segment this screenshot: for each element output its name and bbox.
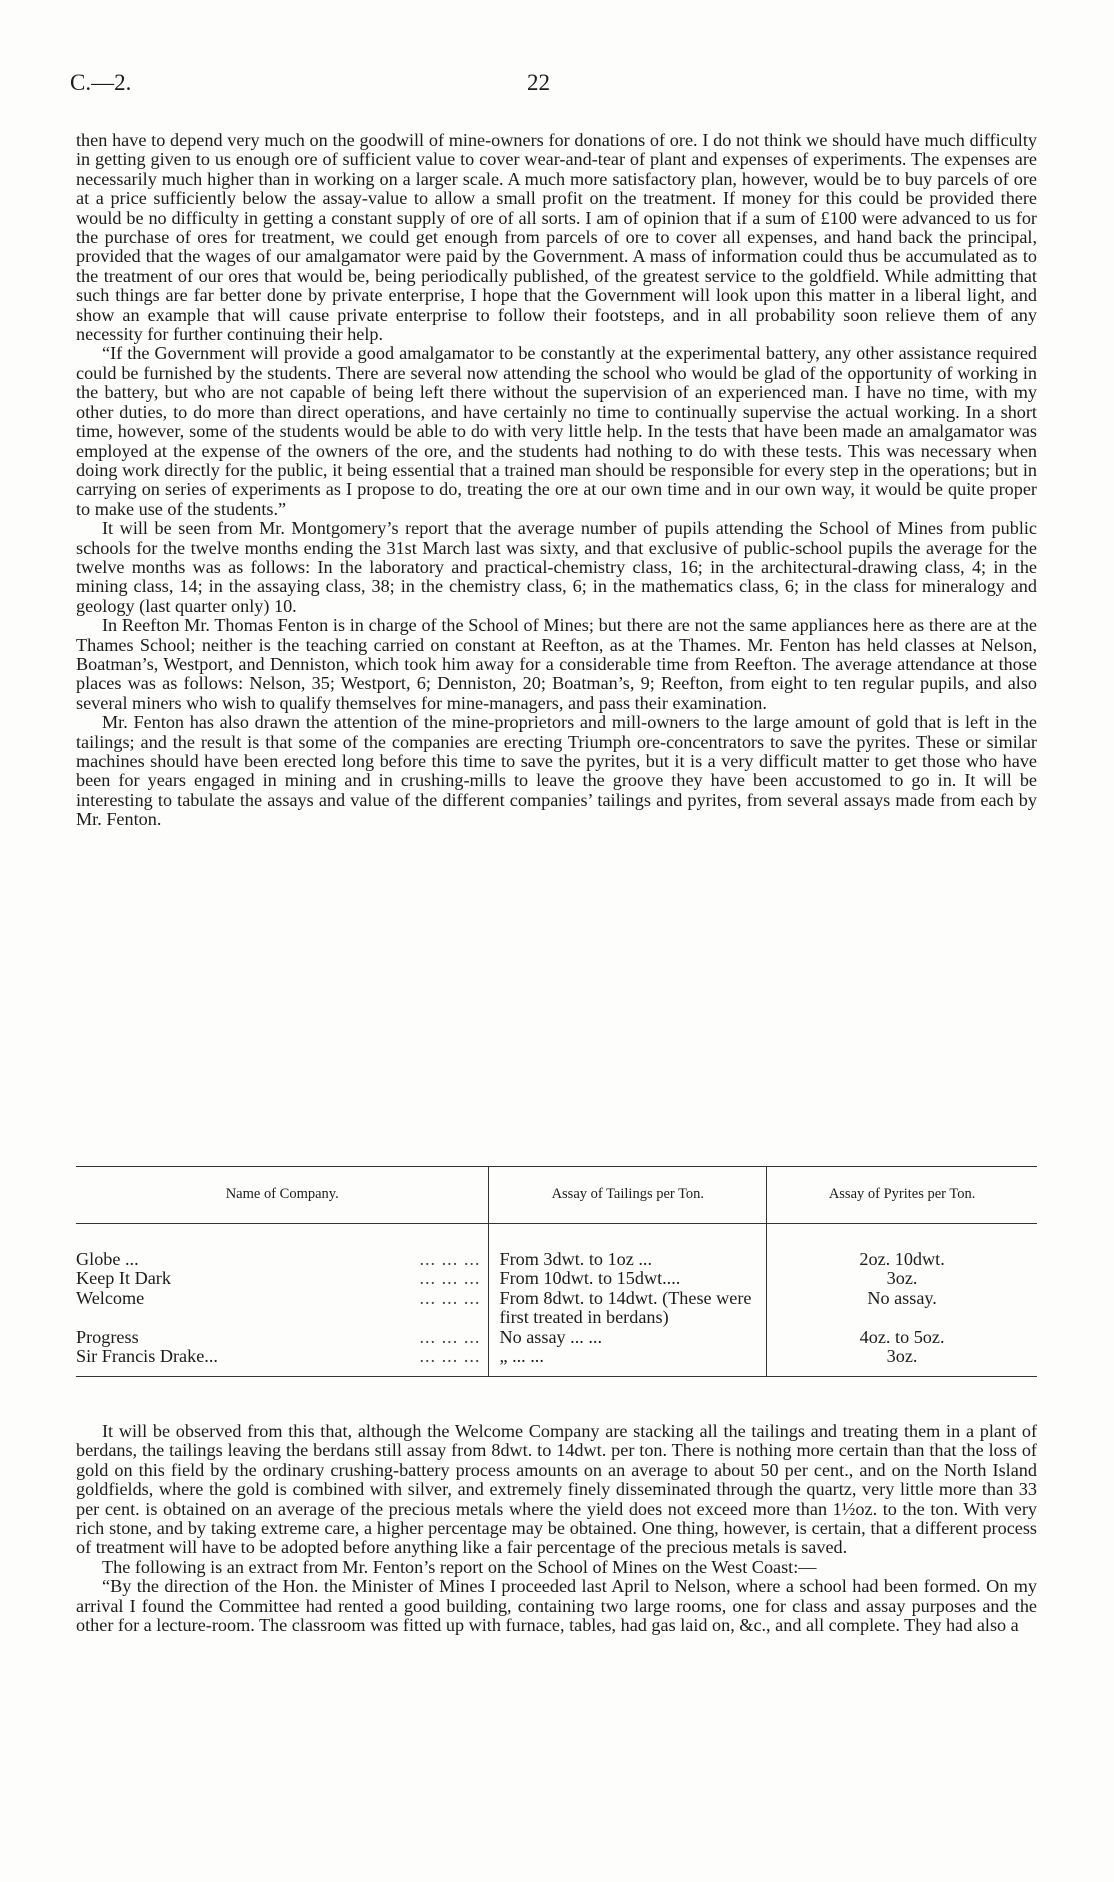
table-row (76, 1269, 1037, 1288)
leader-dots: ... ... ... (419, 1287, 481, 1308)
company-cell (76, 1347, 489, 1377)
tailings-cell: „ ... ... (489, 1347, 767, 1377)
body-text-top (76, 131, 1037, 830)
pyrites-cell: 2oz. 10dwt. (859, 1249, 945, 1269)
tailings-cell: No assay ... ... (489, 1328, 767, 1347)
table-row (76, 1328, 1037, 1347)
leader-dots: ... ... ... (419, 1268, 481, 1289)
company-name: Globe ... (76, 1249, 139, 1269)
company-name: Welcome (76, 1287, 145, 1308)
pyrites-cell: 3oz. (886, 1346, 918, 1367)
assay-table (76, 1166, 1037, 1377)
pyrites-cell: 3oz. (886, 1268, 918, 1289)
company-name: Sir Francis Drake... (76, 1346, 218, 1367)
pyrites-cell: No assay. (867, 1287, 937, 1308)
company-cell (76, 1269, 489, 1288)
paragraph: It will be seen from Mr. Montgomery’s report that the average number of pupils attending the School of Mines from public schools for the twelve months ending the 31st March last was sixty, and that exclusive of public-school pupils the average for the twelve months was as follows: In the laboratory and practical-chemistry class, 16; in the architectural-drawing class, 4; in the mining class, 14; in the assaying class, 38; in the chemistry class, 6; in the mathematics class, 6; in the class for mineralogy and geology (last quarter only) 10. (76, 518, 1037, 616)
pyrites-cell: 4oz. to 5oz. (859, 1326, 945, 1347)
paragraph: The following is an extract from Mr. Fenton’s report on the School of Mines on the West Coast:— (102, 1556, 817, 1577)
paragraph: It will be observed from this that, although the Welcome Company are stacking all the tailings and treating them in a plant of berdans, the tailings leaving the berdans still assay from 8dwt. to 14dwt. per ton. There is nothing more certain than that the loss of gold on this field by the ordinary crushing-battery process amounts on an average to about 50 per cent., and on the North Island goldfields, where the gold is combined with silver, and extremely finely disseminated through the quartz, very little more than 33 per cent. is obtained on an average of the precious metals where the yield does not exceed more than 1½oz. to the ton. With very rich stone, and by taking extreme care, a higher percentage may be obtained. One thing, however, is certain, that a different process of treatment will have to be adopted before anything like a fair percentage of the precious metals is saved. (76, 1421, 1037, 1558)
paragraph: “If the Government will provide a good amalgamator to be constantly at the experimental battery, any other assistance required could be furnished by the students. There are several now attending the school who would be glad of the opportunity of working in the battery, but who are not capable of being left there without the supervision of an experienced man. I have no time, with my other duties, to do more than direct operations, and have certainly no time to continually supervise the actual working. In a short time, however, some of the students would be able to do with very little help. In the tests that have been made an amalgamator was employed at the expense of the owners of the ore, and the students had nothing to do with these tests. This was necessary when doing work directly for the public, it being essential that a trained man should be responsible for every step in the operations; but in carrying on series of experiments as I propose to do, treating the ore at our own time and in our own way, it would be quite proper to make use of the students.” (76, 343, 1037, 519)
paragraph: Mr. Fenton has also drawn the attention of the mine-proprietors and mill-owners to the large amount of gold that is left in the tailings; and the result is that some of the companies are erecting Triumph ore-concentrators to save the pyrites. These or similar machines should have been erected long before this time to save the pyrites, but it is a very difficult matter to get those who have been for years engaged in mining and in crushing-mills to leave the groove they have been accustomed to go in. It will be interesting to tabulate the assays and value of the different companies’ tailings and pyrites, from several assays made from each by Mr. Fenton. (76, 712, 1037, 830)
paragraph: then have to depend very much on the goodwill of mine-owners for donations of ore. I do not think we should have much difficulty in getting given to us enough ore of sufficient value to cover wear-and-tear of plant and expenses of experiments. The expenses are necessarily much higher than in working on a larger scale. A much more satisfactory plan, however, would be to buy parcels of ore at a price sufficiently below the assay-value to allow a small profit on the treatment. If money for this could be provided there would be no difficulty in getting a constant supply of ore of all sorts. I am of opinion that if a sum of £100 were advanced to us for the purchase of ores for treatment, we could get enough from parcels of ore to cover all expenses, and hand back the principal, provided that the wages of our amalgamator were paid by the Government. A mass of information could thus be accumulated as to the treatment of our ores that would be, being periodically published, of the greatest service to the goldfield. While admitting that such things are far better done by private enterprise, I hope that the Government will look upon this matter in a liberal light, and show an example that will cause private enterprise to follow their footsteps, and in all probability soon relieve them of any necessity for further continuing their help. (76, 130, 1037, 345)
table-header-row (76, 1167, 1037, 1224)
column-header: Assay of Tailings per Ton. (489, 1167, 767, 1224)
table-row (76, 1347, 1037, 1377)
table-row (76, 1289, 1037, 1328)
document-code: C.—2. (70, 70, 132, 95)
tailings-cell: From 8dwt. to 14dwt. (These were first treated in berdans) (489, 1289, 767, 1328)
column-header: Name of Company. (76, 1167, 489, 1224)
company-name: Progress (76, 1326, 139, 1347)
company-name: Keep It Dark (76, 1268, 171, 1289)
company-cell (76, 1289, 489, 1328)
tailings-cell: From 3dwt. to 1oz ... (489, 1224, 767, 1270)
paragraph: “By the direction of the Hon. the Minister of Mines I proceeded last April to Nelson, where a school had been formed. On my arrival I found the Committee had rented a good building, containing two large rooms, one for class and assay purposes and the other for a lecture-room. The classroom was fitted up with furnace, tables, had gas laid on, &c., and all complete. They had also a (76, 1576, 1037, 1636)
table-row (76, 1224, 1037, 1270)
leader-dots: ... ... ... (419, 1346, 481, 1367)
tailings-cell: From 10dwt. to 15dwt.... (489, 1269, 767, 1288)
paragraph: In Reefton Mr. Thomas Fenton is in charge of the School of Mines; but there are not the same appliances here as there are at the Thames School; neither is the teaching carried on constant at Reefton, as at the Thames. Mr. Fenton has held classes at Nelson, Boatman’s, Westport, and Denniston, which took him away for a considerable time from Reefton. The average attendance at those places was as follows: Nelson, 35; Westport, 6; Denniston, 20; Boatman’s, 9; Reefton, from eight to ten regular pupils, and also several miners who wish to qualify themselves for mine-managers, and pass their examination. (76, 615, 1037, 713)
company-cell (76, 1224, 489, 1270)
company-cell (76, 1328, 489, 1347)
page-number: 22 (527, 70, 550, 95)
column-header: Assay of Pyrites per Ton. (767, 1167, 1037, 1224)
leader-dots: ... ... ... (419, 1326, 481, 1347)
leader-dots: ... ... ... (419, 1249, 481, 1269)
body-text-bottom (76, 1422, 1037, 1635)
